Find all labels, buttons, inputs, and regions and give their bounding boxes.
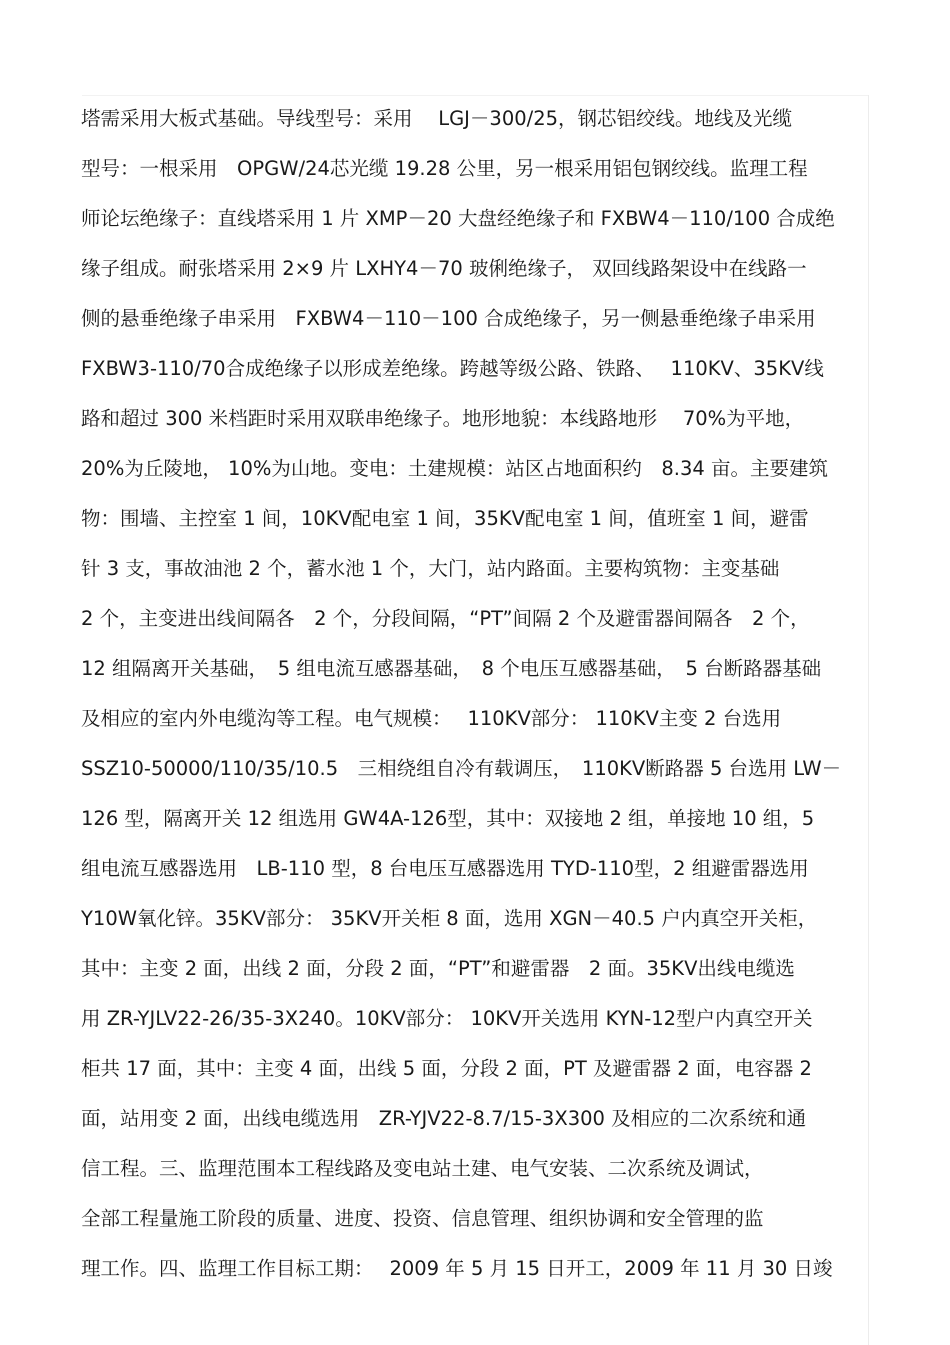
text-line-6: FXBW3-110/70合成绝缘子以形成差绝缘。跨越等级公路、铁路、 110KV、35KV线 [81,357,824,380]
text-line-14: SSZ10-50000/110/35/10.5 三相绕组自冷有载调压， 110KV断路器 5 台选用 LW－ [81,757,842,780]
text-line-8: 20%为丘陵地， 10%为山地。变电：土建规模：站区占地面积约 8.34 亩。主要建筑 [81,457,828,480]
text-line-16: 组电流互感器选用 LB-110 型，8 台电压互感器选用 TYD-110型，2 组避雷器选用 [81,857,809,880]
text-line-23: 全部工程量施工阶段的质量、进度、投资、信息管理、组织协调和安全管理的监 [81,1207,764,1230]
text-line-11: 2 个，主变进出线间隔各 2 个，分段间隔，“PT”间隔 2 个及避雷器间隔各 2 个， [81,607,810,630]
text-line-5: 侧的悬垂绝缘子串采用 FXBW4－110－100 合成绝缘子，另一侧悬垂绝缘子串采用 [81,307,816,330]
text-line-22: 信工程。三、监理范围本工程线路及变电站土建、电气安装、二次系统及调试， [81,1157,764,1180]
text-line-4: 缘子组成。耐张塔采用 2×9 片 LXHY4－70 玻俐绝缘子， 双回线路架设中在线路一 [81,257,807,280]
text-line-1: 塔需采用大板式基础。导线型号：采用 LGJ－300/25，钢芯铝绞线。地线及光缆 [81,107,793,130]
text-line-3: 师论坛绝缘子：直线塔采用 1 片 XMP－20 大盘经绝缘子和 FXBW4－110/100 合成绝 [81,207,835,230]
text-line-12: 12 组隔离开关基础， 5 组电流互感器基础， 8 个电压互感器基础， 5 台断路器基础 [81,657,822,680]
text-line-17: Y10W氧化锌。35KV部分： 35KV开关柜 8 面，选用 XGN－40.5 户内真空开关柜， [81,907,818,930]
text-line-10: 针 3 支，事故油池 2 个，蓄水池 1 个，大门，站内路面。主要构筑物：主变基础 [81,557,780,580]
text-line-9: 物：围墙、主控室 1 间，10KV配电室 1 间，35KV配电室 1 间，值班室 1 间，避雷 [81,507,809,530]
text-line-2: 型号：一根采用 OPGW/24芯光缆 19.28 公里，另一根采用铝包钢绞线。监理工程 [81,157,808,180]
text-line-13: 及相应的室内外电缆沟等工程。电气规模： 110KV部分： 110KV主变 2 台选用 [81,707,782,730]
text-line-24: 理工作。四、监理工作目标工期： 2009 年 5 月 15 日开工，2009 年 11 月 30 日竣 [81,1257,833,1280]
text-line-7: 路和超过 300 米档距时采用双联串绝缘子。地形地貌：本线路地形 70%为平地， [81,407,805,430]
text-line-21: 面，站用变 2 面，出线电缆选用 ZR-YJV22-8.7/15-3X300 及相应的二次系统和通 [81,1107,807,1130]
text-line-15: 126 型，隔离开关 12 组选用 GW4A-126型，其中：双接地 2 组，单接地 10 组，5 [81,807,815,830]
text-line-20: 柜共 17 面，其中：主变 4 面，出线 5 面，分段 2 面，PT 及避雷器 2 面，电容器 2 [81,1057,812,1080]
text-line-18: 其中：主变 2 面，出线 2 面，分段 2 面，“PT”和避雷器 2 面。35KV出线电缆选 [81,957,795,980]
text-line-19: 用 ZR-YJLV22-26/35-3X240。10KV部分： 10KV开关选用 KYN-12型户内真空开关 [81,1007,813,1030]
body-text [81,96,871,1296]
